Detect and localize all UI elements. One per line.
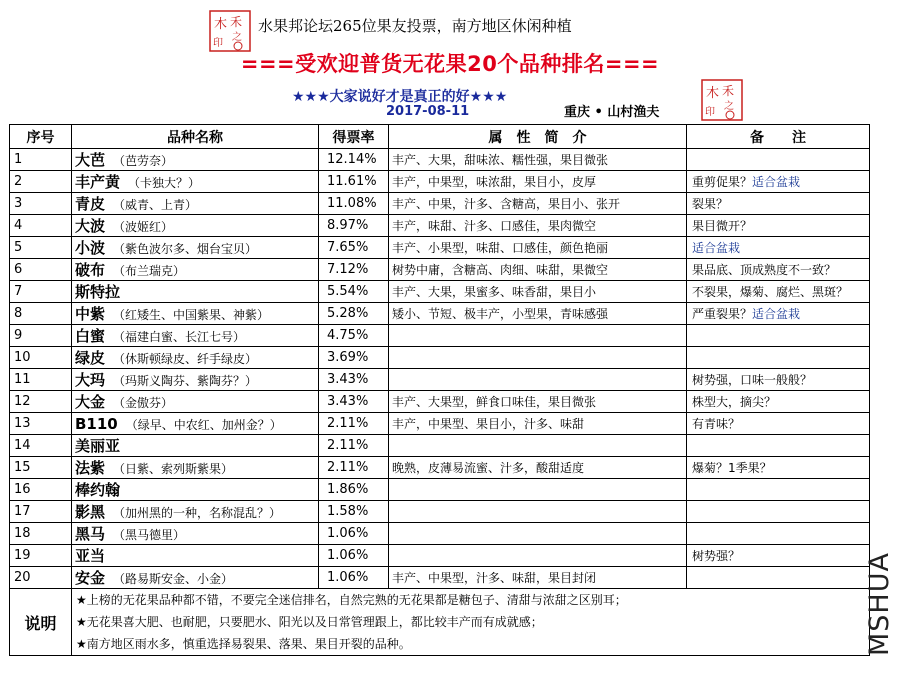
variety-name: 美丽亚 [75, 437, 121, 455]
vote-rate: 1.06% [319, 545, 389, 567]
row-number: 10 [10, 347, 72, 369]
attribute-text [389, 523, 687, 545]
notes-label: 说明 [10, 589, 72, 656]
variety-name: 安金 [75, 569, 106, 587]
variety-cell [72, 457, 319, 479]
table-row [10, 457, 870, 479]
remark-cell [687, 369, 870, 391]
attribute-text: 丰产，中果型，味浓甜，果目小，皮厚 [389, 171, 687, 193]
variety-name: 丰产黄 [75, 173, 121, 191]
variety-name: 青皮 [75, 195, 106, 213]
variety-cell [72, 303, 319, 325]
vote-rate: 3.43% [319, 391, 389, 413]
table-row [10, 193, 870, 215]
row-number: 9 [10, 325, 72, 347]
row-number: 6 [10, 259, 72, 281]
variety-alias: （卡独大？） [128, 176, 201, 190]
table-row [10, 479, 870, 501]
note-line: ★上榜的无花果品种都不错，不要完全迷信排名，自然完熟的无花果都是糖包子、清甜与浓甜之区别耳； [76, 593, 627, 607]
vote-rate: 7.65% [319, 237, 389, 259]
watermark: MSHUA [864, 552, 895, 656]
remark-cell [687, 479, 870, 501]
variety-cell [72, 171, 319, 193]
variety-name: 大芭 [75, 151, 106, 169]
table-row [10, 369, 870, 391]
variety-alias: （布兰瑞克） [113, 264, 186, 278]
variety-cell [72, 193, 319, 215]
table-row [10, 413, 870, 435]
remark-tag: 适合盆栽 [692, 241, 741, 255]
remark-text: 严重裂果？ [692, 307, 753, 321]
remark-text: 树势强？ [692, 549, 741, 563]
variety-alias: （福建白蜜、长江七号） [113, 330, 246, 344]
vote-rate: 11.61% [319, 171, 389, 193]
variety-alias: （休斯顿绿皮、纤手绿皮） [113, 352, 258, 366]
svg-text:之: 之 [232, 32, 242, 43]
variety-name: 斯特拉 [75, 283, 121, 301]
variety-cell [72, 501, 319, 523]
svg-text:木: 木 [214, 17, 228, 32]
vote-rate: 1.86% [319, 479, 389, 501]
header-no: 序号 [10, 125, 72, 149]
variety-alias: （路易斯安金、小金） [113, 572, 234, 586]
remark-cell [687, 567, 870, 589]
svg-text:印: 印 [705, 107, 715, 118]
variety-cell [72, 413, 319, 435]
variety-cell [72, 391, 319, 413]
attribute-text [389, 347, 687, 369]
remark-cell [687, 281, 870, 303]
table-row [10, 545, 870, 567]
table-row [10, 215, 870, 237]
remark-text: 果目微开？ [692, 219, 753, 233]
vote-rate: 11.08% [319, 193, 389, 215]
vote-rate: 1.06% [319, 523, 389, 545]
row-number: 5 [10, 237, 72, 259]
row-number: 4 [10, 215, 72, 237]
variety-alias: （芭劳奈） [113, 154, 174, 168]
remark-text: 不裂果，爆菊、腐烂、黑斑？ [692, 285, 849, 299]
row-number: 11 [10, 369, 72, 391]
variety-alias: （红矮生、中国紫果、神紫） [113, 308, 270, 322]
remark-tag: 适合盆栽 [752, 307, 801, 321]
header-attr: 属 性 简 介 [389, 125, 687, 149]
variety-cell [72, 567, 319, 589]
seal-stamp [700, 77, 744, 123]
table-row [10, 435, 870, 457]
variety-alias: （玛斯义陶芬、紫陶芬？） [113, 374, 258, 388]
attribute-text: 丰产、小果型，味甜、口感佳，颜色艳丽 [389, 237, 687, 259]
variety-name: 绿皮 [75, 349, 106, 367]
vote-rate: 2.11% [319, 457, 389, 479]
table-row [10, 347, 870, 369]
remark-text: 树势强，口味一般般？ [692, 373, 813, 387]
subtitle-line: 水果邦论坛265位果友投票，南方地区休闲种植 [258, 17, 572, 35]
variety-cell [72, 523, 319, 545]
row-number: 20 [10, 567, 72, 589]
remark-cell [687, 457, 870, 479]
vote-rate: 4.75% [319, 325, 389, 347]
remark-cell [687, 325, 870, 347]
variety-alias: （紫色波尔多、烟台宝贝） [113, 242, 258, 256]
table-header-row [10, 125, 870, 149]
table-row [10, 391, 870, 413]
variety-alias: （日紫、索列斯紫果） [113, 462, 234, 476]
attribute-text: 晚熟，皮薄易流蜜、汁多，酸甜适度 [389, 457, 687, 479]
vote-rate: 3.69% [319, 347, 389, 369]
variety-alias: （金傲芬） [113, 396, 174, 410]
attribute-text [389, 545, 687, 567]
table-row [10, 149, 870, 171]
attribute-text: 丰产、大果，果蜜多、味香甜，果目小 [389, 281, 687, 303]
table-row [10, 171, 870, 193]
row-number: 3 [10, 193, 72, 215]
variety-name: 影黑 [75, 503, 106, 521]
remark-cell [687, 149, 870, 171]
author: 重庆 • 山村渔夫 [564, 105, 660, 120]
attribute-text: 树势中庸，含糖高、肉细、味甜，果微空 [389, 259, 687, 281]
row-number: 17 [10, 501, 72, 523]
remark-text: 裂果？ [692, 197, 729, 211]
variety-alias: （黑马德里） [113, 528, 186, 542]
vote-rate: 2.11% [319, 435, 389, 457]
remark-cell [687, 545, 870, 567]
note-line: ★无花果喜大肥、也耐肥，只要肥水、阳光以及日常管理跟上，都比较丰产而有成就感； [76, 615, 543, 629]
variety-name: 棒约翰 [75, 481, 121, 499]
row-number: 16 [10, 479, 72, 501]
header-name: 品种名称 [72, 125, 319, 149]
attribute-text: 矮小、节短、极丰产，小型果，青味感强 [389, 303, 687, 325]
attribute-text: 丰产、大果型，鲜食口味佳，果目微张 [389, 391, 687, 413]
variety-alias: （加州黑的一种，名称混乱？） [113, 506, 282, 520]
vote-rate: 12.14% [319, 149, 389, 171]
variety-cell [72, 149, 319, 171]
vote-rate: 3.43% [319, 369, 389, 391]
remark-cell [687, 435, 870, 457]
row-number: 13 [10, 413, 72, 435]
row-number: 12 [10, 391, 72, 413]
note-line: ★南方地区雨水多，慎重选择易裂果、落果、果目开裂的品种。 [76, 637, 411, 651]
table-row [10, 303, 870, 325]
remark-cell [687, 259, 870, 281]
row-number: 14 [10, 435, 72, 457]
variety-name: 亚当 [75, 547, 106, 565]
table-row [10, 523, 870, 545]
remark-cell [687, 193, 870, 215]
remark-cell [687, 237, 870, 259]
date: 2017-08-11 [386, 104, 470, 119]
variety-name: 小波 [75, 239, 106, 257]
row-number: 8 [10, 303, 72, 325]
vote-rate: 7.12% [319, 259, 389, 281]
variety-name: 中紫 [75, 305, 106, 323]
remark-cell [687, 501, 870, 523]
svg-text:禾: 禾 [722, 84, 735, 98]
row-number: 1 [10, 149, 72, 171]
remark-cell [687, 413, 870, 435]
variety-name: 黑马 [75, 525, 106, 543]
svg-text:禾: 禾 [230, 15, 243, 29]
ranking-table [9, 124, 870, 656]
remark-text: 果品底、顶成熟度不一致？ [692, 263, 837, 277]
variety-name: 法紫 [75, 459, 106, 477]
table-row [10, 237, 870, 259]
row-number: 15 [10, 457, 72, 479]
header-note: 备 注 [687, 125, 870, 149]
row-number: 2 [10, 171, 72, 193]
vote-rate: 8.97% [319, 215, 389, 237]
table-row [10, 567, 870, 589]
variety-name: 大金 [75, 393, 106, 411]
svg-text:之: 之 [724, 101, 734, 112]
row-number: 18 [10, 523, 72, 545]
table-row [10, 259, 870, 281]
variety-cell [72, 215, 319, 237]
variety-alias: （威青、上青） [113, 198, 198, 212]
vote-rate: 1.58% [319, 501, 389, 523]
attribute-text: 丰产，中果型、果目小，汁多、味甜 [389, 413, 687, 435]
variety-cell [72, 545, 319, 567]
remark-text: 有青味？ [692, 417, 741, 431]
attribute-text [389, 325, 687, 347]
remark-text: 爆菊？1季果？ [692, 461, 772, 475]
slogan: ★★★大家说好才是真正的好★★★ [292, 89, 508, 105]
remark-cell [687, 523, 870, 545]
notes-content [72, 589, 870, 656]
attribute-text: 丰产，味甜、汁多、口感佳，果肉微空 [389, 215, 687, 237]
variety-cell [72, 281, 319, 303]
remark-text: 株型大，摘尖？ [692, 395, 777, 409]
variety-cell [72, 259, 319, 281]
variety-name: B110 [75, 414, 118, 433]
remark-cell [687, 215, 870, 237]
row-number: 19 [10, 545, 72, 567]
notes-row [10, 589, 870, 656]
variety-name: 破布 [75, 261, 106, 279]
attribute-text: 丰产、大果，甜味浓、糯性强，果目微张 [389, 149, 687, 171]
remark-cell [687, 391, 870, 413]
table-row [10, 501, 870, 523]
variety-name: 白蜜 [75, 327, 106, 345]
attribute-text [389, 435, 687, 457]
attribute-text [389, 501, 687, 523]
variety-name: 大波 [75, 217, 106, 235]
variety-name: 大玛 [75, 371, 106, 389]
remark-cell [687, 347, 870, 369]
page-title: ===受欢迎普货无花果20个品种排名=== [240, 52, 660, 76]
variety-cell [72, 237, 319, 259]
attribute-text: 丰产、中果型，汁多、味甜，果目封闭 [389, 567, 687, 589]
variety-cell [72, 435, 319, 457]
svg-text:木: 木 [706, 86, 720, 101]
variety-alias: （波姬红） [113, 220, 174, 234]
header-rate: 得票率 [319, 125, 389, 149]
table-row [10, 325, 870, 347]
table-row [10, 281, 870, 303]
vote-rate: 5.54% [319, 281, 389, 303]
svg-text:印: 印 [213, 38, 223, 49]
remark-cell [687, 303, 870, 325]
remark-tag: 适合盆栽 [752, 175, 801, 189]
remark-text: 重剪促果？ [692, 175, 753, 189]
variety-cell [72, 347, 319, 369]
vote-rate: 5.28% [319, 303, 389, 325]
variety-cell [72, 369, 319, 391]
variety-cell [72, 325, 319, 347]
variety-alias: （绿早、中农红、加州金？） [125, 417, 282, 432]
remark-cell [687, 171, 870, 193]
attribute-text [389, 479, 687, 501]
attribute-text [389, 369, 687, 391]
vote-rate: 1.06% [319, 567, 389, 589]
attribute-text: 丰产、中果，汁多、含糖高，果目小、张开 [389, 193, 687, 215]
variety-cell [72, 479, 319, 501]
row-number: 7 [10, 281, 72, 303]
vote-rate: 2.11% [319, 413, 389, 435]
